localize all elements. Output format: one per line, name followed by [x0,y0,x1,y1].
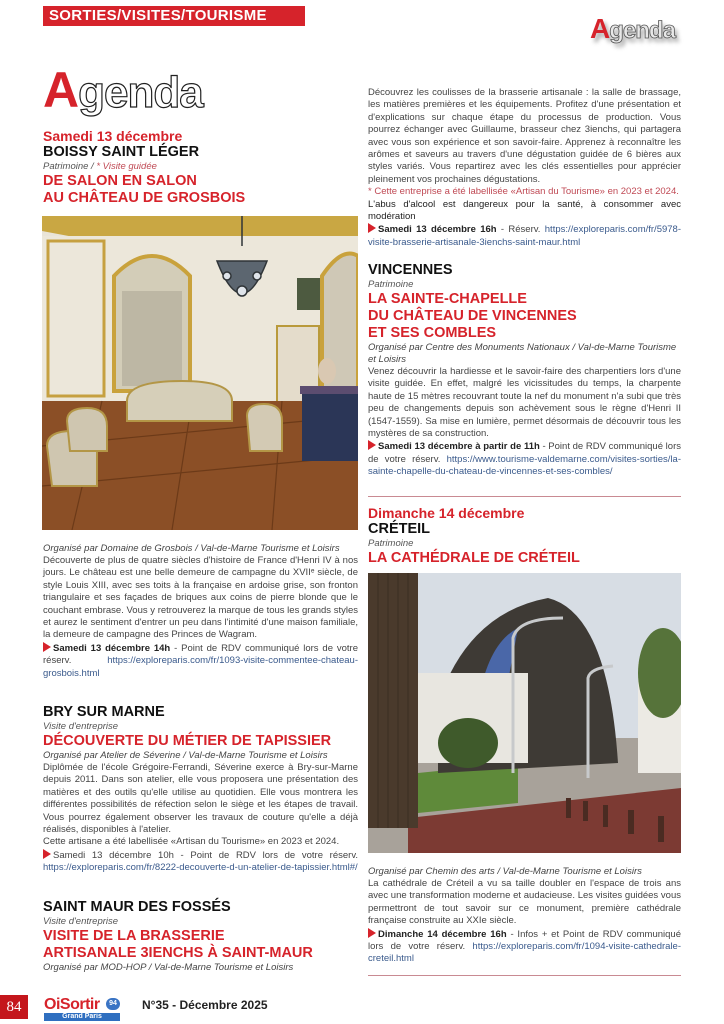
event-tapissier [43,704,358,875]
agenda-logo [43,62,203,118]
event-link[interactable]: https://exploreparis.com/fr/1093-visite-commentee-chateau-grosbois.html [43,655,358,679]
arrow-right-icon [368,928,376,938]
event-when: Samedi 13 décembre 14h [53,642,171,654]
logo-subtitle: Grand Paris [44,1013,120,1021]
event-brasserie-header [43,899,358,974]
event-note: * Cette entreprise a été labellisée «Artisan du Tourisme» en 2023 et 2024. [368,186,679,198]
arrow-right-icon [43,849,51,859]
event-description: Découverte de plus de quatre siècles d'histoire de France d'Henri IV à nos jours. Le château est une belle demeure de campagne du XVIIᵉ siècle, de style Louis XIII, avec ses toits à la française en ardoise grise, son fronton triangulaire et ses façades de briques aux coins de pierre blonde que le couchant embrase. Vous y retrouverez la marque de tous les grands styles et aurez le sentiment d'entrer un peu dans l'intimité d'une maison familiale, la demeure de campagne des Princes de Wagram. [43,555,358,641]
event-info-text: - Réserv. [496,224,545,236]
alcohol-warning: L'abus d'alcool est dangereux pour la santé, à consommer avec modération [368,198,681,223]
event-when: Dimanche 14 décembre 16h [378,928,507,940]
event-link[interactable]: https://exploreparis.com/fr/1094-visite-cathedrale-creteil.html [368,941,681,965]
event-organizer: Organisé par Chemin des arts / Val-de-Marne Tourisme et Loisirs [368,866,642,877]
event-creteil-body [368,866,681,966]
event-organizer: Organisé par Domaine de Grosbois / Val-de-Marne Tourisme et Loisirs [43,543,340,554]
event-grosbois-header [43,128,358,207]
event-info [43,849,358,875]
agenda-logo-rest: genda [78,68,203,117]
event-title-line: ET SES COMBLES [368,325,497,341]
magazine-logo [44,996,120,1022]
event-title-line: AU CHÂTEAU DE GROSBOIS [43,190,246,206]
event-title-line: DE SALON EN SALON [43,173,197,189]
event-grosbois-body [43,543,358,680]
event-title: DÉCOUVERTE DU MÉTIER DE TAPISSIER [43,733,332,749]
event-info-text: - Point de RDV communiqué lors de votre réserv. [368,441,681,465]
event-brasserie-body [368,87,681,249]
event-info [43,642,358,680]
event-category: Patrimoine [368,279,414,290]
event-info-text: Samedi 13 décembre 10h - Point de RDV lors de votre réserv. [53,849,358,861]
agenda-small-rest: genda [609,17,675,44]
cathedral-illustration [368,573,681,853]
event-city: CRÉTEIL [368,521,431,537]
event-label: Cette artisane a été labellisée «Artisan du Tourisme» en 2023 et 2024. [43,836,340,848]
divider [368,975,681,976]
issue-info: N°35 - Décembre 2025 [142,998,268,1012]
grosbois-salon-photo [42,216,358,530]
event-city: SAINT MAUR DES FOSSÉS [43,899,231,915]
event-info [368,928,681,966]
event-description: Diplômée de l'école Grégoire-Ferrandi, Séverine exerce à Bry-sur-Marne depuis 2011. Dans son atelier, elle vous proposera une présentation des matières et des outils qu'elle utilise au quotidien. Elle vous montrera les différentes possibilités de réfection selon le siège et les étapes de travail. Vous pourrez également observer les travaux de couture qu'elle a déjà réalisés, disponibles à l'atelier. [43,762,358,836]
event-description: La cathédrale de Créteil a vu sa taille doubler en l'espace de trois ans avec une transformation moderne et audacieuse. Les visites guidées vous permettront de tout savoir sur ce monument, première cathédrale française construite au XXIe siècle. [368,878,681,927]
event-city: BRY SUR MARNE [43,704,165,720]
event-link[interactable]: https://exploreparis.com/fr/8222-decouverte-d-un-atelier-de-tapissier.html#/ [43,862,358,874]
event-city: BOISSY SAINT LÉGER [43,144,200,160]
event-info-text: - Point de RDV communiqué lors de votre réserv. [43,642,358,667]
event-vincennes [368,262,681,479]
creteil-cathedral-photo [368,573,681,853]
event-category: Visite d'entreprise [43,721,119,732]
event-category [43,161,358,173]
event-organizer: Organisé par Atelier de Séverine / Val-de-Marne Tourisme et Loisirs [43,750,328,761]
arrow-right-icon [368,223,376,233]
event-date: Samedi 13 décembre [43,128,183,144]
event-title: LA CATHÉDRALE DE CRÉTEIL [368,550,580,566]
event-info [368,440,681,478]
event-link[interactable]: https://exploreparis.com/fr/5978-visite-brasserie-artisanale-3ienchs-saint-maur.html [368,224,681,248]
event-date: Dimanche 14 décembre [368,505,525,521]
arrow-right-icon [368,440,376,450]
arrow-right-icon [43,642,51,652]
divider [368,496,681,497]
agenda-small-a: A [590,13,610,44]
page-number: 84 [0,995,28,1019]
event-title-line: ARTISANALE 3IENCHS À SAINT-MAUR [43,945,313,961]
salon-illustration [42,216,358,530]
category-text: Patrimoine / [43,161,97,172]
event-creteil-header [368,505,681,567]
event-city: VINCENNES [368,262,453,278]
logo-text: OiSortir [44,996,100,1013]
event-title-line: LA SAINTE-CHAPELLE [368,291,527,307]
event-link[interactable]: https://www.tourisme-valdemarne.com/visites-sorties/la-sainte-chapelle-du-chateau-de-vincennes-et-ses-combles/ [368,453,681,478]
event-when: Samedi 13 décembre à partir de 11h [378,441,540,453]
event-category: Visite d'entreprise [43,916,119,927]
event-when: Samedi 13 décembre 16h [378,224,497,236]
event-description: Venez découvrir la hardiesse et le savoir-faire des charpentiers lors d'une visite guidée. En effet, malgré les vicissitudes du temps, la charpente haute de 15 mètres recouvrant toute la nef du monument n'a subi que très peu de changements depuis son achèvement sous le règne d'Henri II (1547-1559). Sa mise en lumière, permet désormais de découvrir tous les mystères de sa construction. [368,366,681,440]
logo-badge: 94 [106,998,120,1010]
event-title-line: DU CHÂTEAU DE VINCENNES [368,308,577,324]
event-organizer: Organisé par MOD-HOP / Val-de-Marne Tourisme et Loisirs [43,962,294,973]
event-organizer: Organisé par Centre des Monuments Nationaux / Val-de-Marne Tourisme et Loisirs [368,342,677,365]
event-description: Découvrez les coulisses de la brasserie artisanale : la salle de brassage, les matières premières et les équipements. Profitez d'une présentation et d'explications sur chaque étape du processus de production. Vous pourrez échanger avec Guillaume, brasseur chez 3ienchs, qui partagera avec vous son expérience et son savoir-faire. Apprenez à reconnaître les arômes et saveurs au travers d'une dégustation guidée de 6 bières aux styles variés. Vous repartirez avec les clés essentielles pour apprécier pleinement vos prochaines dégustations. [368,87,681,185]
category-extra: * Visite guidée [96,161,157,172]
event-info [368,223,681,249]
event-category: Patrimoine [368,538,414,549]
agenda-small-logo [590,13,675,44]
event-title-line: VISITE DE LA BRASSERIE [43,928,225,944]
section-banner: SORTIES/VISITES/TOURISME [43,6,305,26]
agenda-logo-a: A [43,62,79,118]
event-info-text: - Infos + et Point de RDV communiqué lors de votre réserv. [368,928,681,953]
